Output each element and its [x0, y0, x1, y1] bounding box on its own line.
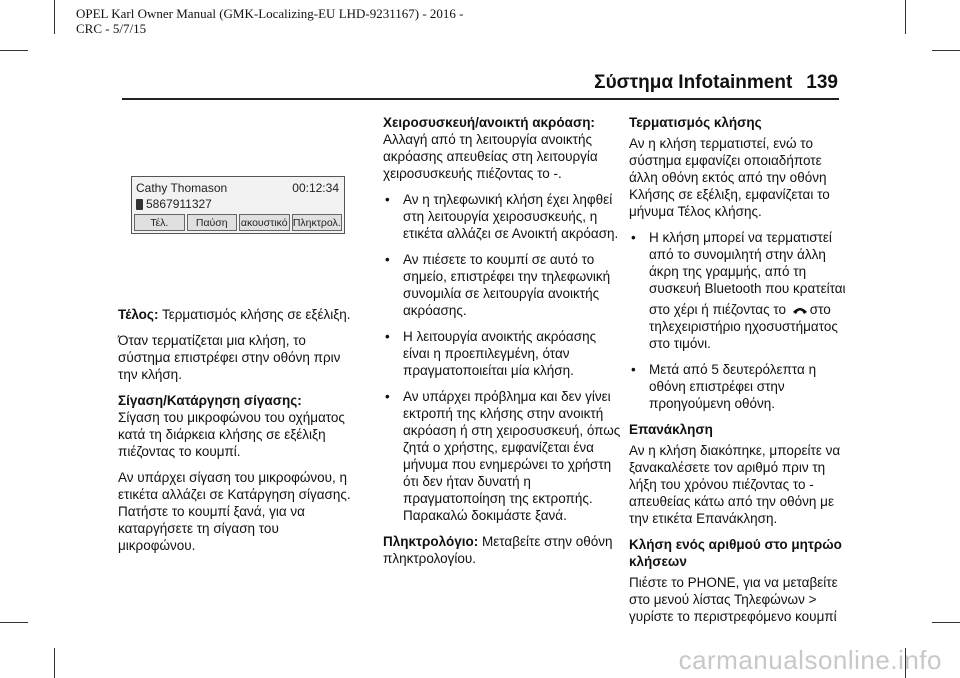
paragraph-text: Μεταβείτε στην οθόνη πληκτρολογίου. [383, 534, 613, 566]
caller-number: 5867911327 [146, 197, 212, 211]
page-number: 139 [806, 72, 838, 93]
paragraph-text: Τερματισμός κλήσης σε εξέλιξη. [158, 307, 351, 322]
crop-mark [54, 648, 55, 678]
column-2 [383, 114, 623, 576]
section-name: Σύστημα Infotainment [594, 72, 793, 93]
watermark: carmanualsonline.info [678, 645, 942, 675]
paragraph: Όταν τερματίζεται μια κλήση, το σύστημα επιστρέφει στην οθόνη πριν την κλήση. [118, 333, 341, 382]
paragraph-text: Σίγαση του μικροφώνου του οχήματος κατά τη διάρκεια κλήσης σε εξέλιξη πιέζοντας το κουμπί. [118, 410, 345, 459]
crop-mark [0, 622, 28, 623]
handset-button[interactable]: ακουστικό [239, 214, 290, 231]
header-rule [122, 98, 839, 100]
caller-number-row [136, 197, 212, 211]
bullet-item: • Η λειτουργία ανοικτής ακρόασης είναι η προεπιλεγμένη, όταν πραγματοποιείται μία κλήση. [383, 328, 623, 379]
bullet-item: • Αν πιέσετε το κουμπί σε αυτό το σημείο, επιστρέφει την τηλεφωνική συνομιλία σε λειτουργία ανοικτής ακρόασης. [383, 251, 623, 319]
heading-text: Τερματισμός κλήσης [629, 115, 762, 130]
paragraph [118, 392, 358, 460]
crop-mark [905, 0, 906, 34]
bullet-text: στο τηλεχειριστήριο ηχοσυστήματος στο τιμόνι. [649, 302, 838, 351]
term: Τέλος: [118, 307, 159, 322]
paragraph [118, 306, 358, 323]
call-timer: 00:12:34 [292, 181, 339, 195]
paragraph: Πιέστε το PHONE, για να μεταβείτε στο μενού λίστας Τηλεφώνων > γυρίστε το περιστρεφόμενο κουμπί [629, 575, 838, 624]
heading [629, 536, 854, 570]
caller-name: Cathy Thomason [136, 181, 228, 195]
section-title [594, 72, 838, 94]
call-button-bar [134, 214, 342, 231]
phone-icon [136, 199, 143, 210]
column-3 [629, 114, 854, 634]
paragraph: Αν υπάρχει σίγαση του μικροφώνου, η ετικέτα αλλάζει σε Κατάργηση σίγασης. Πατήστε το κουμπί ξανά, για να καταργήσετε τη σίγαση του μικροφώνου. [118, 470, 351, 553]
mute-button[interactable]: Παύση [187, 214, 238, 231]
bullet-item: • Αν η τηλεφωνική κλήση έχει ληφθεί στη λειτουργία χειροσυσκευής, η ετικέτα αλλάζει σε Ανοικτή ακρόαση. [383, 191, 623, 242]
crop-mark [932, 50, 960, 51]
bullet-text: στο χέρι ή πιέζοντας το [649, 302, 790, 317]
column-1 [118, 306, 358, 563]
paragraph [383, 114, 623, 182]
paragraph: Αν η κλήση τερματιστεί, ενώ το σύστημα εμφανίζει οποιαδήποτε άλλη οθόνη εκτός από την οθόνη Κλήσης σε εξέλιξη, εμφανίζεται το μήνυμα Τέλος κλήσης. [629, 136, 830, 219]
phone-hangup-icon [792, 305, 808, 315]
heading-text: Επανάκληση [629, 422, 713, 437]
paragraph: Αν η κλήση διακόπηκε, μπορείτε να ξανακαλέσετε τον αριθμό πριν τη λήξη του χρόνου πιέζοντας το - απευθείας κάτω από την οθόνη με την ετικέτα Επανάκληση. [629, 443, 841, 526]
header-line: OPEL Karl Owner Manual (GMK-Localizing-EU LHD-9231167) - 2016 - [76, 6, 464, 21]
end-call-button[interactable]: Τέλ. [134, 214, 185, 231]
heading-text: Κλήση ενός αριθμού στο μητρώο κλήσεων [629, 537, 842, 569]
term: Πληκτρολόγιο: [383, 534, 479, 549]
heading: Χειροσυσκευή/ανοικτή ακρόαση: [383, 115, 595, 130]
paragraph [383, 533, 623, 567]
bullet-item: • Η κλήση μπορεί να τερματιστεί από το συνομιλητή στην άλλη άκρη της γραμμής, από τη συσκευή Bluetooth που κρατείται [629, 229, 854, 297]
header-line: CRC - 5/7/15 [76, 21, 147, 36]
heading [629, 114, 854, 131]
crop-mark [932, 622, 960, 623]
heading [629, 421, 854, 438]
bullet-item: • Αν υπάρχει πρόβλημα και δεν γίνει εκτροπή της κλήσης στην ανοικτή ακρόαση ή στη χειροσυσκευή, όπως ζητά ο χρήστης, εμφανίζεται ένα μήνυμα που ενημερώνει το χρήστη ότι δεν ήταν δυνατή η πραγματοποίηση της εκτροπής. Παρακαλώ δοκιμάστε ξανά. [383, 388, 623, 524]
call-screen-illustration [131, 176, 345, 234]
term: Σίγαση/Κατάργηση σίγασης: [118, 393, 302, 408]
document-header [76, 6, 516, 36]
paragraph-text: Αλλαγή από τη λειτουργία ανοικτής ακρόασης απευθείας στη λειτουργία χειροσυσκευής πιέζοντας το -. [383, 132, 598, 181]
bullet-continuation [629, 301, 854, 352]
keypad-button[interactable]: Πληκτρολ. [292, 214, 343, 231]
crop-mark [54, 0, 55, 34]
bullet-item: • Μετά από 5 δευτερόλεπτα η οθόνη επιστρέφει στην προηγούμενη οθόνη. [629, 361, 854, 412]
crop-mark [0, 50, 28, 51]
